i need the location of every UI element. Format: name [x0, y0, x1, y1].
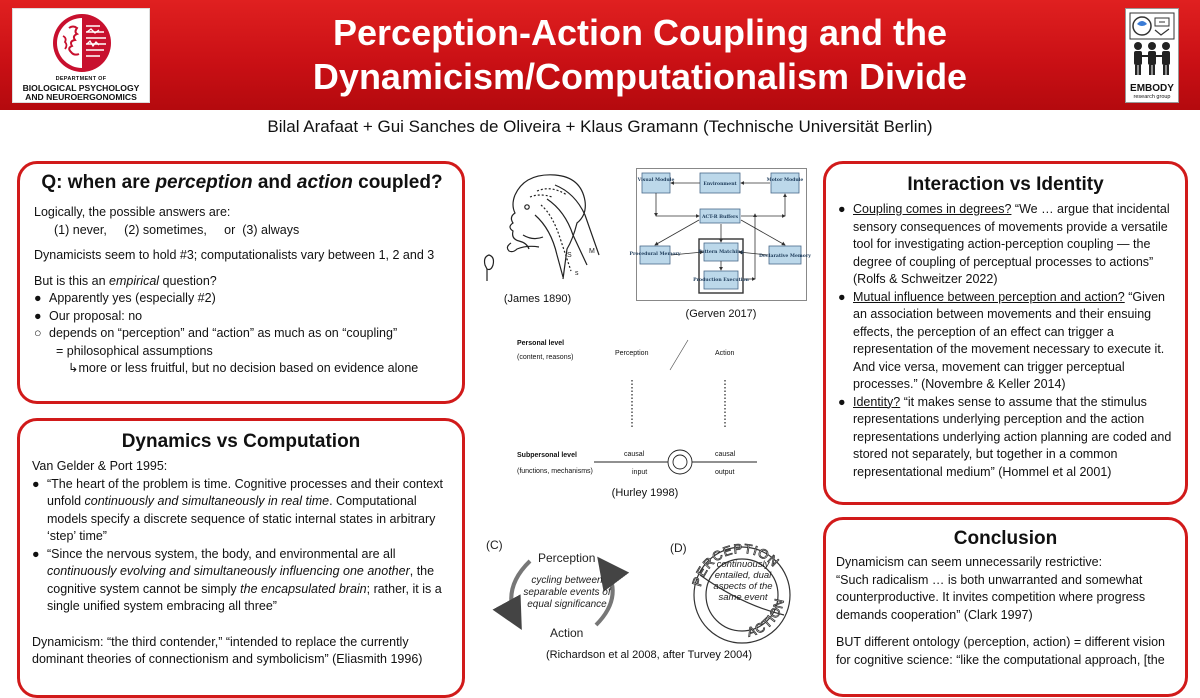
perception-label: Perception — [615, 350, 649, 357]
title-emphasis-perception: perception — [155, 172, 253, 193]
motor-module-label: Motor Module — [766, 178, 804, 183]
production-execution-label: Production Execution — [693, 278, 749, 283]
dynamicists-text: Dynamicists seem to hold #3; computationalists vary between 1, 2 and 3 — [34, 248, 435, 262]
answers-text: (1) never, (2) sometimes, or (3) always — [54, 222, 300, 237]
richardson-caption: (Richardson et al 2008, after Turvey 2004) — [545, 649, 753, 661]
svg-text:s: s — [575, 270, 579, 277]
subpersonal-level-label: Subpersonal level — [517, 452, 577, 459]
gerven-caption: (Gerven 2017) — [685, 308, 757, 320]
item-heading: Coupling comes in degrees? — [853, 202, 1012, 216]
james-figure — [475, 165, 625, 290]
continuous-text: continuously entailed, dual aspects of the same event — [713, 559, 773, 603]
hurley-levels-svg — [512, 332, 772, 487]
list-item: ● Our proposal: no — [34, 308, 450, 326]
title-part: coupled? — [352, 172, 443, 193]
text-emphasis: empirical — [109, 273, 160, 288]
hurley-diagram — [512, 332, 772, 487]
group-subtitle: research group — [1133, 94, 1171, 100]
causal-left-label: causal — [624, 451, 645, 458]
dept-line-1: DEPARTMENT OF — [55, 76, 107, 82]
ring-perception-text: PERCEPTION — [689, 540, 783, 588]
brain-logo-icon — [51, 12, 113, 74]
interaction-title: Interaction vs Identity — [907, 174, 1104, 195]
quote-emphasis: the encapsulated brain — [240, 581, 367, 596]
quote-emphasis: continuously evolving and simultaneously influencing one another — [47, 564, 410, 578]
richardson-cycles-svg — [478, 535, 818, 647]
input-label: input — [632, 469, 648, 476]
personal-level-sub: (content, reasons) — [517, 354, 574, 361]
causal-right-label: causal — [715, 451, 736, 458]
pattern-matching-label: Pattern Matching — [698, 250, 744, 255]
quote-part: , the cognitive system cannot be simply — [47, 564, 435, 596]
subpersonal-level-sub: (functions, mechanisms) — [517, 468, 593, 475]
label-c: (C) — [486, 538, 503, 552]
quote-part: . Computational models specify a discrete sequence of static internal states in arbitrary ‘step’ time” — [47, 494, 436, 543]
department-logo — [12, 8, 150, 103]
label-d: (D) — [670, 541, 687, 555]
dynamicism-text: Dynamicism: “the third contender,” “intended to replace the currently dominant theories of connectionism and symbolicism” (Eliasmith 1996) — [32, 634, 423, 666]
action-label: Action — [715, 350, 735, 357]
conclusion-title: Conclusion — [953, 528, 1058, 549]
svg-text:S: S — [567, 252, 572, 259]
item-quote: “We … argue that incidental sensory consequences of movements provide a versatile tool for investigating action-perception coupling — the degree of coupling of perceptual processes to actions” (Rolfs & Schweitzer 2022) — [853, 202, 1170, 286]
title-part: Q: when are — [41, 172, 156, 193]
fruitful-text: ↳more or less fruitful, but no decision based on evidence alone — [68, 361, 419, 375]
poster-title — [160, 11, 1120, 99]
ring-action-text: ACTION — [745, 596, 788, 640]
list-item: ● Apparently yes (especially #2) — [34, 290, 450, 308]
dynamics-body — [32, 458, 450, 669]
dept-line-3: AND NEUROERGONOMICS — [25, 92, 137, 103]
logically-text: Logically, the possible answers are: — [34, 205, 231, 219]
procedural-memory-label: Procedural Memory — [629, 252, 681, 257]
hurley-caption: (Hurley 1998) — [611, 487, 679, 499]
output-label: output — [715, 469, 735, 476]
item-heading: Mutual influence between perception and action? — [853, 289, 1125, 304]
interaction-panel — [823, 161, 1188, 505]
svg-text:M: M — [589, 248, 595, 255]
author-line: Bilal Arafaat + Gui Sanches de Oliveira + Klaus Gramann (Technische Universität Berlin) — [267, 117, 933, 136]
conclusion-p3: BUT different ontology (perception, action) = different vision for cognitive science: “like the computational approach, [the — [836, 635, 1166, 667]
quote-part: ; rather, it is a single unified system embracing all three” — [47, 581, 442, 613]
dynamics-panel — [17, 418, 465, 698]
poster-header — [0, 0, 1200, 110]
title-emphasis-action: action — [296, 172, 353, 193]
declarative-memory-label: Declarative Memory — [759, 254, 811, 259]
dept-line-2: BIOLOGICAL PSYCHOLOGY — [22, 82, 140, 93]
question-title — [34, 172, 450, 194]
visual-module-label: Visual Module — [637, 178, 675, 183]
bullet-text: Our proposal: no — [49, 308, 143, 323]
bullet-text: depends on “perception” and “action” as much as on “coupling” — [49, 326, 398, 340]
dynamics-title: Dynamics vs Computation — [121, 431, 361, 452]
title-line-2: Dynamicism/Computationalism Divide — [312, 56, 968, 97]
list-item: ● “Since the nervous system, the body, and environmental are all continuously evolving and simultaneously influencing one another, the cognitive system cannot be simply the encapsulated brain; rather, it is a single unified system embracing all three” — [32, 546, 442, 613]
quote-part: “Since the nervous system, the body, and environmental are all — [47, 546, 396, 561]
james-caption: (James 1890) — [503, 293, 572, 305]
empirical-question — [34, 273, 450, 291]
list-item: ● Coupling comes in degrees? “We … argue that incidental sensory consequences of movements provide a versatile tool for investigating action-perception coupling — the degree of coupling of perceptual processes to actions” (Rolfs & Schweitzer 2022) — [838, 202, 1170, 286]
item-quote: “it makes sense to assume that the stimulus representations underlying perception and the action representations underlying action planning are coded and stored not separately, but together in a common representational medium” (Hommel et al 2001) — [853, 394, 1172, 479]
perception-node: Perception — [538, 551, 596, 565]
personal-level-label: Personal level — [517, 340, 565, 347]
list-item: ○ depends on “perception” and “action” as much as on “coupling” — [34, 325, 450, 343]
title-line-1: Perception-Action Coupling and the — [333, 12, 947, 53]
conclusion-p2: “Such radicalism … is both unwarranted and somewhat counterproductive. It invites competition where progress demands cooperation” (Clark 1997) — [836, 572, 1146, 622]
item-quote: “Given an association between movements and their ensuing effects, the perception of an effect can trigger a representation of the movement necessary to execute it. And vice versa, movement can trigger perceptual processes.” (Novembre & Keller 2014) — [853, 289, 1166, 391]
list-item: ● “The heart of the problem is time. Cognitive processes and their context unfold continuously and simultaneously in real time. Computational models specify a discrete sequence of static internal states in arbitrary ‘step’ time” — [32, 476, 444, 543]
act-r-architecture-svg — [629, 169, 811, 302]
van-gelder-ref: Van Gelder & Port 1995: — [32, 459, 168, 473]
department-name — [15, 77, 147, 102]
bullet-text: Apparently yes (especially #2) — [49, 291, 216, 305]
act-r-diagram — [629, 168, 811, 301]
action-node: Action — [550, 626, 584, 640]
embody-people-icon — [1129, 12, 1175, 82]
title-part: and — [252, 172, 297, 193]
quote-part: “The heart of the problem is time. Cognitive processes and their context unfold — [47, 476, 444, 508]
conclusion-p1: Dynamicism can seem unnecessarily restrictive: — [836, 555, 1103, 569]
interaction-body — [838, 201, 1173, 481]
conclusion-body — [836, 554, 1175, 669]
question-body — [34, 204, 450, 378]
embody-logo — [1125, 8, 1179, 103]
quote-emphasis: continuously and simultaneously in real time — [84, 494, 330, 508]
question-panel — [17, 161, 465, 404]
cycling-text: cycling between separable events of equal significance — [523, 575, 611, 610]
text-part: But is this an — [34, 273, 110, 288]
conclusion-panel — [823, 517, 1188, 697]
list-item: ● Mutual influence between perception and action? “Given an association between movements and their ensuing effects, the perception of an effect can trigger a representation of the movement necessary to execute it. And vice versa, movement can trigger perceptual processes.” (Novembre & Keller 2014) — [838, 289, 1166, 391]
buffers-label: ACT-R Buffers — [701, 215, 739, 220]
head-reflex-illustration — [475, 165, 625, 290]
item-heading: Identity? — [853, 394, 901, 409]
list-item: ● Identity? “it makes sense to assume that the stimulus representations underlying perception and the action representations underlying action planning are coded and stored not separately, but together in a common representational medium” (Hommel et al 2001) — [838, 394, 1172, 479]
environment-label: Environment — [703, 182, 737, 187]
text-part: question? — [159, 273, 217, 288]
richardson-figure — [478, 535, 818, 647]
group-name: EMBODY — [1130, 83, 1174, 94]
philosophical-text: = philosophical assumptions — [56, 343, 213, 358]
